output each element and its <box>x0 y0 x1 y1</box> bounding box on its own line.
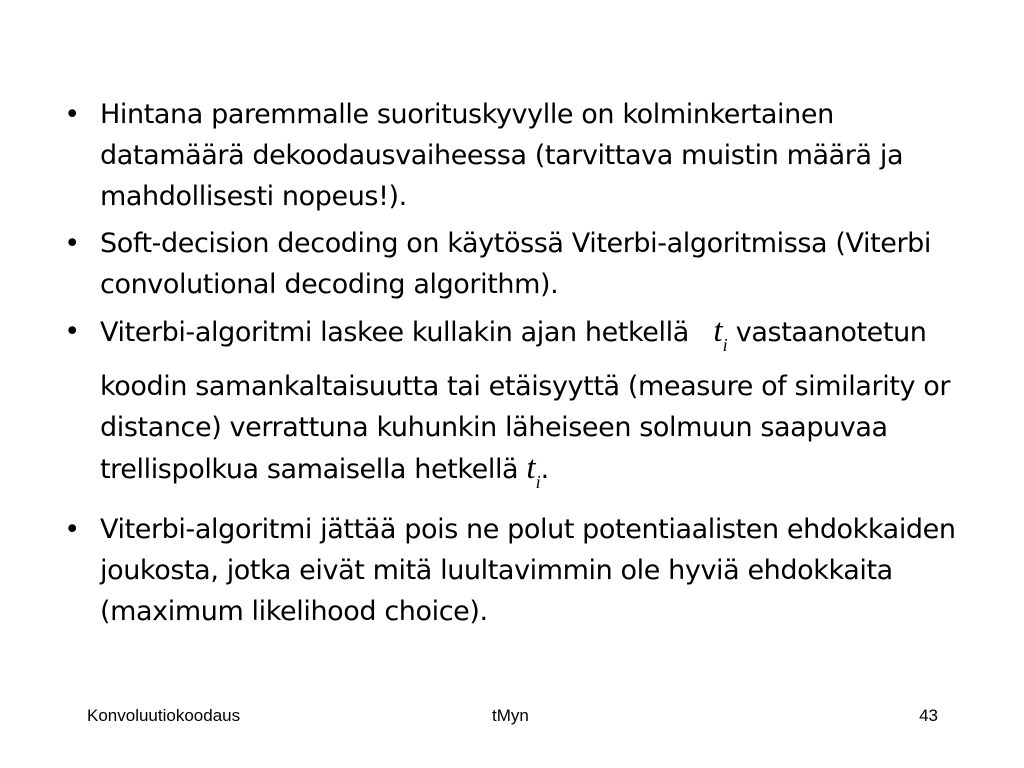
bullet-item-2 <box>62 223 962 305</box>
bullet-list <box>62 94 962 638</box>
math-variable: t <box>713 313 723 349</box>
bullet-icon: • <box>64 99 80 130</box>
bullet-text: Viterbi-algoritmi jättää pois ne polut potentiaalisten ehdokkaiden joukosta, jotka eivät mitä luultavimmin ole hyviä ehdokkaita (maximum likelihood choice). <box>100 514 956 627</box>
bullet-text-before: Viterbi-algoritmi laskee kullakin ajan hetkellä <box>100 317 689 348</box>
math-t-i <box>697 313 728 355</box>
bullet-text-end: . <box>540 454 549 485</box>
math-subscript: i <box>722 335 728 355</box>
bullet-text: Soft-decision decoding on käytössä Viterbi-algoritmissa (Viterbi convolutional decoding algorithm). <box>100 228 932 300</box>
bullet-icon: • <box>64 316 80 347</box>
bullet-icon: • <box>64 228 80 259</box>
bullet-item-1 <box>62 94 962 217</box>
bullet-text-middle: vastaanotetun koodin samankaltaisuutta tai etäisyyttä (measure of similarity or distance) verrattuna kuhunkin läheiseen solmuun saapuvaa trellispolkua samaisella hetkellä <box>100 317 951 485</box>
bullet-text: Hintana paremmalle suorituskyvylle on kolminkertainen datamäärä dekoodausvaiheessa (tarvittava muistin määrä ja mahdollisesti nopeus!). <box>100 99 904 212</box>
footer-page-number: 43 <box>919 706 938 725</box>
footer-author: tMyn <box>492 706 529 725</box>
bullet-icon: • <box>64 514 80 545</box>
footer-title: Konvoluutiokoodaus <box>87 706 241 725</box>
math-subscript: i <box>535 472 541 492</box>
bullet-item-3 <box>62 311 962 503</box>
math-variable: t <box>526 450 536 486</box>
bullet-item-4 <box>62 509 962 632</box>
math-t-i-inline <box>526 450 541 492</box>
